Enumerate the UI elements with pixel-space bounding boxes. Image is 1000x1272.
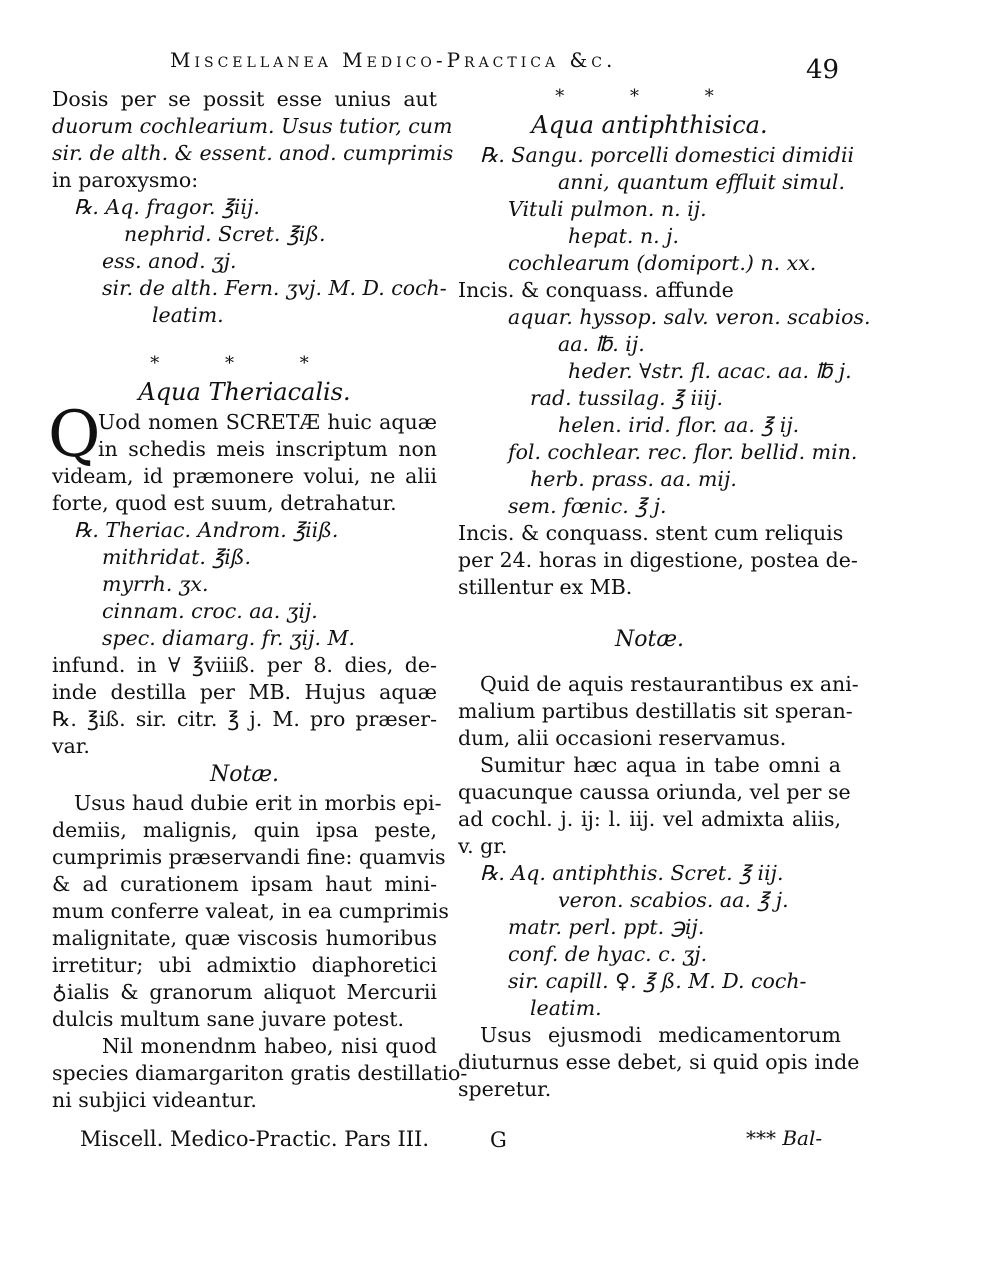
text-line: irretitur; ubi admixtio diaphoretici — [52, 953, 437, 977]
recipe-line: ℞. Sangu. porcelli domestici dimidii — [480, 143, 855, 167]
text-line: ♁ialis & granorum aliquot Mercurii — [52, 980, 437, 1004]
text-line: Incis. & conquass. stent cum reliquis — [458, 521, 844, 545]
text-line: malium partibus destillatis sit speran- — [458, 699, 853, 723]
recipe-line: sem. fœnic. ℥ j. — [508, 494, 667, 518]
recipe-line: veron. scabios. aa. ℥ j. — [558, 888, 789, 912]
recipe-line: leatim. — [530, 996, 602, 1020]
text-line: inde destilla per MB. Hujus aquæ — [52, 680, 437, 704]
recipe-line: cinnam. croc. aa. ʒij. — [102, 599, 318, 623]
recipe-line: rad. tussilag. ℥ iiij. — [530, 386, 724, 410]
text-line: ad cochl. j. ij: l. iij. vel admixta aliis, — [458, 807, 841, 831]
recipe-line: sir. capill. ♀. ℥ ß. M. D. coch- — [508, 969, 807, 993]
recipe-line: ℞. Aq. fragor. ℥iij. — [74, 195, 260, 219]
text-line: & ad curationem ipsam haut mini- — [52, 872, 437, 896]
text-line: demiis, malignis, quin ipsa peste, — [52, 818, 437, 842]
recipe-line: herb. prass. aa. mij. — [530, 467, 737, 491]
text-line: Dosis per se possit esse unius aut — [52, 87, 437, 111]
text-line: Incis. & conquass. affunde — [458, 278, 734, 302]
recipe-line: aquar. hyssop. salv. veron. scabios. — [508, 305, 871, 329]
text-line: in schedis meis inscriptum non — [98, 437, 437, 461]
notes-heading: Notæ. — [209, 762, 279, 787]
text-line: Usus ejusmodi medicamentorum — [480, 1023, 841, 1047]
text-line: v. gr. — [458, 834, 508, 858]
text-line: ℞. ℥iß. sir. citr. ℥ j. M. pro præser- — [52, 707, 437, 731]
drop-cap-paragraph — [48, 398, 437, 472]
right-column — [458, 86, 871, 1103]
recipe-line: fol. cochlear. rec. flor. bellid. min. — [508, 440, 858, 464]
section-heading: Aqua Theriacalis. — [138, 378, 351, 406]
footer-title: Miscell. Medico-Practic. Pars III. — [80, 1127, 430, 1151]
recipe-line: ℞. Theriac. Androm. ℥iiß. — [74, 518, 339, 542]
text-line: malignitate, quæ viscosis humoribus — [52, 926, 437, 950]
text-line: sir. de alth. & essent. anod. cumprimis — [52, 141, 454, 165]
recipe-line: helen. irid. flor. aa. ℥ ij. — [558, 413, 800, 437]
text-line: Nil monendnm habeo, nisi quod — [102, 1034, 437, 1058]
text-line: forte, quod est suum, detrahatur. — [52, 491, 397, 515]
recipe-line: sir. de alth. Fern. ʒvj. M. D. coch- — [102, 276, 447, 300]
recipe-line: ess. anod. ʒj. — [102, 249, 237, 273]
text-line: duorum cochlearium. Usus tutior, cum — [52, 114, 453, 138]
recipe-line: Vituli pulmon. n. ij. — [508, 197, 707, 221]
section-stars: * * * — [555, 86, 744, 107]
text-line: Usus haud dubie erit in morbis epi- — [74, 791, 442, 815]
recipe-line: aa. ℔. ij. — [558, 332, 645, 356]
recipe-line: cochlearum (domiport.) n. xx. — [508, 251, 817, 275]
recipe-line: hepat. n. j. — [568, 224, 680, 248]
recipe-line: spec. diamarg. fr. ʒij. M. — [102, 626, 355, 650]
text-line: speretur. — [458, 1077, 552, 1101]
drop-cap: Q — [48, 398, 101, 472]
text-line: quacunque caussa oriunda, vel per se — [458, 780, 851, 804]
text-line: Quid de aquis restaurantibus ex ani- — [480, 672, 859, 696]
page-number: 49 — [806, 55, 840, 85]
running-title: Miscellanea Medico-Practica &c. — [170, 48, 617, 72]
section-stars: * * * — [150, 353, 339, 374]
left-column — [48, 86, 468, 1114]
text-line: mum conferre valeat, in ea cumprimis — [52, 899, 449, 923]
signature-mark: G — [490, 1128, 507, 1152]
recipe-line: conf. de hyac. c. ʒj. — [508, 942, 708, 966]
text-line: infund. in ∀ ℥viiiß. per 8. dies, de- — [52, 653, 437, 677]
text-line: videam, id præmonere volui, ne alii — [52, 464, 437, 488]
text-line: Sumitur hæc aqua in tabe omni a — [480, 753, 841, 777]
recipe-line: ℞. Aq. antiphthis. Scret. ℥ iij. — [480, 861, 784, 885]
recipe-line: anni, quantum effluit simul. — [558, 170, 846, 194]
recipe-line: heder. ∀str. fl. acac. aa. ℔ j. — [568, 359, 852, 383]
text-line: dum, alii occasioni reservamus. — [458, 726, 787, 750]
notes-heading: Notæ. — [614, 627, 684, 652]
catchword: *** Bal- — [746, 1126, 823, 1150]
text-line: per 24. horas in digestione, postea de- — [458, 548, 858, 572]
recipe-line: nephrid. Scret. ℥iß. — [124, 222, 326, 246]
recipe-line: myrrh. ʒx. — [102, 572, 209, 596]
section-heading: Aqua antiphthisica. — [531, 111, 768, 139]
recipe-line: leatim. — [152, 303, 224, 327]
text-line: Uod nomen SCRETÆ huic aquæ — [98, 410, 437, 434]
text-line: var. — [52, 734, 90, 758]
text-line: cumprimis præservandi fine: quamvis — [52, 845, 446, 869]
text-line: stillentur ex MB. — [458, 575, 633, 599]
text-line: species diamargariton gratis destillatio- — [52, 1061, 468, 1085]
text-line: dulcis multum sane juvare potest. — [52, 1007, 405, 1031]
text-line: diuturnus esse debet, si quid opis inde — [458, 1050, 860, 1074]
recipe-line: matr. perl. ppt. ℈ij. — [508, 915, 705, 939]
text-line: in paroxysmo: — [52, 168, 199, 192]
text-line: ni subjici videantur. — [52, 1088, 257, 1112]
recipe-line: mithridat. ℥iß. — [102, 545, 252, 569]
